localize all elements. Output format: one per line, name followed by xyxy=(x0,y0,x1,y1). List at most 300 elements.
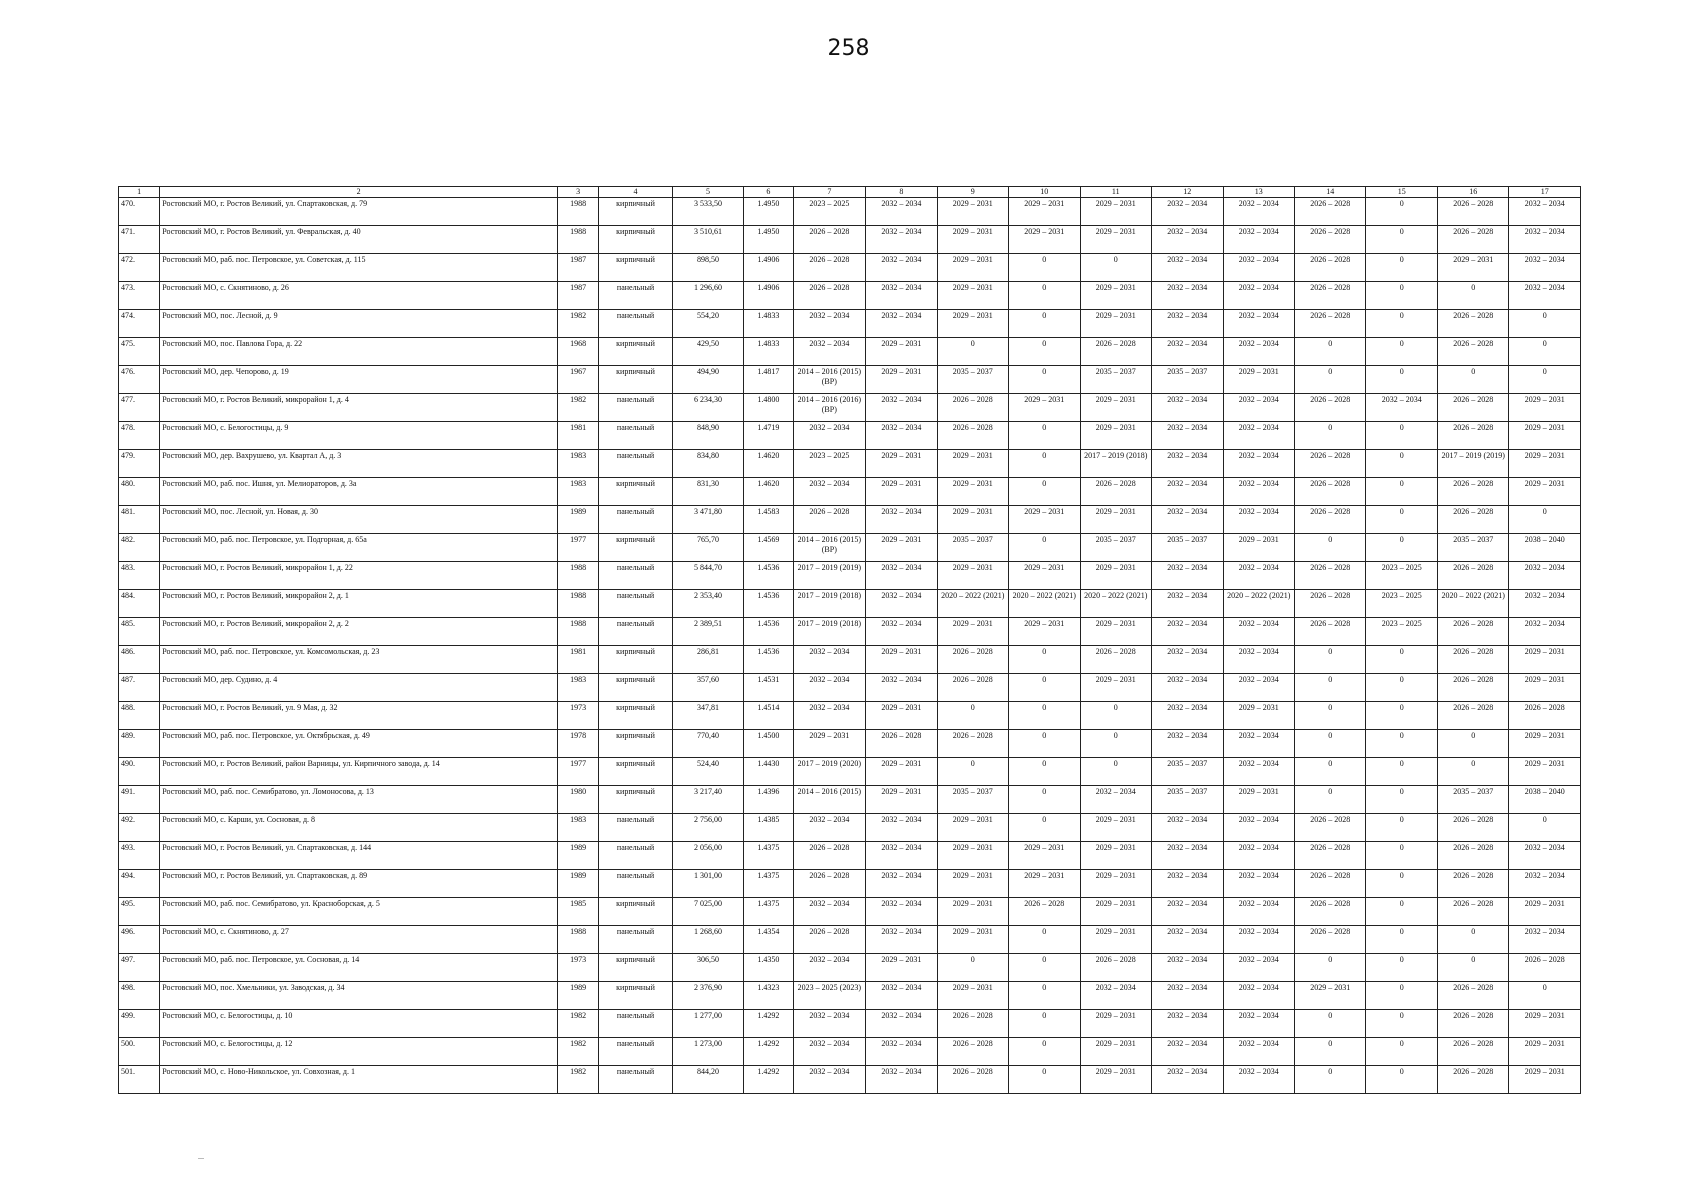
year-cell: 1988 xyxy=(558,618,599,646)
period-cell: 2029 – 2031 xyxy=(866,366,937,394)
year-cell: 1988 xyxy=(558,926,599,954)
period-cell: 2032 – 2034 xyxy=(1152,702,1223,730)
period-cell: 0 xyxy=(1366,1038,1437,1066)
area-cell: 7 025,00 xyxy=(672,898,743,926)
coefficient-cell: 1.4719 xyxy=(744,422,793,450)
period-cell: 2017 – 2019 (2018) xyxy=(1080,450,1151,478)
table-row xyxy=(119,870,1581,898)
coefficient-cell: 1.4950 xyxy=(744,226,793,254)
area-cell: 347,81 xyxy=(672,702,743,730)
period-cell: 0 xyxy=(1294,338,1365,366)
period-cell: 2026 – 2028 xyxy=(937,422,1008,450)
period-cell: 2032 – 2034 xyxy=(1509,870,1581,898)
period-cell: 2032 – 2034 xyxy=(866,870,937,898)
period-cell: 2038 – 2040 xyxy=(1509,534,1581,562)
period-cell: 2032 – 2034 xyxy=(866,842,937,870)
coefficient-cell: 1.4906 xyxy=(744,282,793,310)
period-cell: 0 xyxy=(1294,1038,1365,1066)
period-cell: 2026 – 2028 xyxy=(1437,1066,1508,1094)
period-cell: 2026 – 2028 xyxy=(1437,394,1508,422)
table-row xyxy=(119,954,1581,982)
address-cell: Ростовский МО, пос. Хмельники, ул. Заводская, д. 34 xyxy=(160,982,558,1010)
period-cell: 2026 – 2028 xyxy=(1437,814,1508,842)
wall-material-cell: панельный xyxy=(599,842,673,870)
period-cell: 2029 – 2031 xyxy=(1509,646,1581,674)
address-cell: Ростовский МО, пос. Лесной, д. 9 xyxy=(160,310,558,338)
period-cell: 2029 – 2031 xyxy=(937,618,1008,646)
period-cell: 0 xyxy=(1366,338,1437,366)
year-cell: 1985 xyxy=(558,898,599,926)
address-cell: Ростовский МО, раб. пос. Ишня, ул. Мелиораторов, д. 3а xyxy=(160,478,558,506)
period-cell: 2026 – 2028 xyxy=(1509,702,1581,730)
period-cell: 2032 – 2034 xyxy=(1152,254,1223,282)
wall-material-cell: кирпичный xyxy=(599,982,673,1010)
period-cell: 2032 – 2034 xyxy=(1152,926,1223,954)
period-cell: 2029 – 2031 xyxy=(1437,254,1508,282)
period-cell: 2029 – 2031 xyxy=(1009,506,1080,534)
period-cell: 2026 – 2028 xyxy=(1437,870,1508,898)
area-cell: 1 273,00 xyxy=(672,1038,743,1066)
period-cell: 2026 – 2028 xyxy=(1294,842,1365,870)
period-cell: 2029 – 2031 xyxy=(937,982,1008,1010)
period-cell: 0 xyxy=(1009,926,1080,954)
area-cell: 1 301,00 xyxy=(672,870,743,898)
period-cell: 2029 – 2031 xyxy=(1509,450,1581,478)
period-cell: 0 xyxy=(1509,982,1581,1010)
period-cell: 0 xyxy=(1366,1010,1437,1038)
period-cell: 2032 – 2034 xyxy=(793,646,865,674)
address-cell: Ростовский МО, г. Ростов Великий, микрорайон 1, д. 4 xyxy=(160,394,558,422)
period-cell: 2026 – 2028 xyxy=(793,254,865,282)
period-cell: 2032 – 2034 xyxy=(866,982,937,1010)
row-number-cell: 482. xyxy=(119,534,160,562)
table-row xyxy=(119,758,1581,786)
coefficient-cell: 1.4583 xyxy=(744,506,793,534)
year-cell: 1982 xyxy=(558,1038,599,1066)
year-cell: 1977 xyxy=(558,534,599,562)
coefficient-cell: 1.4569 xyxy=(744,534,793,562)
period-cell: 2014 – 2016 (2015) xyxy=(793,786,865,814)
period-cell: 2029 – 2031 xyxy=(1509,758,1581,786)
period-cell: 0 xyxy=(937,954,1008,982)
period-cell: 2032 – 2034 xyxy=(1152,338,1223,366)
table-row xyxy=(119,702,1581,730)
period-cell: 2032 – 2034 xyxy=(866,394,937,422)
period-cell: 2029 – 2031 xyxy=(1009,870,1080,898)
column-number-6: 6 xyxy=(744,187,793,198)
period-cell: 0 xyxy=(1009,310,1080,338)
period-cell: 2032 – 2034 xyxy=(1223,842,1294,870)
address-cell: Ростовский МО, г. Ростов Великий, ул. Февральская, д. 40 xyxy=(160,226,558,254)
period-cell: 2026 – 2028 xyxy=(1294,478,1365,506)
wall-material-cell: панельный xyxy=(599,562,673,590)
area-cell: 844,20 xyxy=(672,1066,743,1094)
period-cell: 2029 – 2031 xyxy=(937,842,1008,870)
period-cell: 2035 – 2037 xyxy=(937,366,1008,394)
period-cell: 2032 – 2034 xyxy=(793,814,865,842)
period-cell: 2026 – 2028 xyxy=(1294,282,1365,310)
address-cell: Ростовский МО, г. Ростов Великий, ул. Спартаковская, д. 79 xyxy=(160,198,558,226)
period-cell: 2026 – 2028 xyxy=(937,730,1008,758)
year-cell: 1982 xyxy=(558,1010,599,1038)
wall-material-cell: кирпичный xyxy=(599,338,673,366)
period-cell: 2029 – 2031 xyxy=(1080,562,1151,590)
row-number-cell: 494. xyxy=(119,870,160,898)
row-number-cell: 499. xyxy=(119,1010,160,1038)
period-cell: 2029 – 2031 xyxy=(1080,506,1151,534)
period-cell: 2029 – 2031 xyxy=(866,702,937,730)
coefficient-cell: 1.4620 xyxy=(744,450,793,478)
year-cell: 1981 xyxy=(558,646,599,674)
wall-material-cell: кирпичный xyxy=(599,730,673,758)
period-cell: 0 xyxy=(1366,534,1437,562)
period-cell: 2032 – 2034 xyxy=(1223,898,1294,926)
wall-material-cell: панельный xyxy=(599,870,673,898)
table-row xyxy=(119,226,1581,254)
period-cell: 2032 – 2034 xyxy=(1152,730,1223,758)
period-cell: 0 xyxy=(1294,758,1365,786)
period-cell: 2029 – 2031 xyxy=(1080,674,1151,702)
period-cell: 2032 – 2034 xyxy=(1152,506,1223,534)
period-cell: 2026 – 2028 xyxy=(1080,338,1151,366)
period-cell: 2032 – 2034 xyxy=(866,282,937,310)
address-cell: Ростовский МО, с. Ново-Никольское, ул. Совхозная, д. 1 xyxy=(160,1066,558,1094)
period-cell: 0 xyxy=(1366,870,1437,898)
area-cell: 554,20 xyxy=(672,310,743,338)
period-cell: 0 xyxy=(1080,758,1151,786)
period-cell: 2032 – 2034 xyxy=(866,1038,937,1066)
period-cell: 2032 – 2034 xyxy=(1152,1066,1223,1094)
coefficient-cell: 1.4292 xyxy=(744,1010,793,1038)
area-cell: 831,30 xyxy=(672,478,743,506)
period-cell: 2032 – 2034 xyxy=(1152,310,1223,338)
address-cell: Ростовский МО, с. Карши, ул. Сосновая, д. 8 xyxy=(160,814,558,842)
period-cell: 2032 – 2034 xyxy=(1152,282,1223,310)
area-cell: 3 533,50 xyxy=(672,198,743,226)
period-cell: 2032 – 2034 xyxy=(1509,618,1581,646)
period-cell: 2032 – 2034 xyxy=(1223,450,1294,478)
area-cell: 1 268,60 xyxy=(672,926,743,954)
header-row xyxy=(119,187,1581,198)
period-cell: 2029 – 2031 xyxy=(1509,730,1581,758)
table-row xyxy=(119,254,1581,282)
address-cell: Ростовский МО, пос. Павлова Гора, д. 22 xyxy=(160,338,558,366)
row-number-cell: 489. xyxy=(119,730,160,758)
period-cell: 2032 – 2034 xyxy=(793,1010,865,1038)
address-cell: Ростовский МО, с. Скнятиново, д. 27 xyxy=(160,926,558,954)
period-cell: 2026 – 2028 xyxy=(1294,562,1365,590)
period-cell: 0 xyxy=(1366,450,1437,478)
period-cell: 2029 – 2031 xyxy=(937,898,1008,926)
period-cell: 2032 – 2034 xyxy=(1223,730,1294,758)
table-row xyxy=(119,282,1581,310)
period-cell: 0 xyxy=(1366,646,1437,674)
period-cell: 2032 – 2034 xyxy=(1152,674,1223,702)
period-cell: 0 xyxy=(1294,954,1365,982)
period-cell: 2023 – 2025 xyxy=(1366,590,1437,618)
period-cell: 2035 – 2037 xyxy=(1437,786,1508,814)
period-cell: 0 xyxy=(1366,926,1437,954)
period-cell: 0 xyxy=(1294,730,1365,758)
period-cell: 2026 – 2028 xyxy=(793,870,865,898)
address-cell: Ростовский МО, г. Ростов Великий, ул. Спартаковская, д. 89 xyxy=(160,870,558,898)
period-cell: 2026 – 2028 xyxy=(1080,954,1151,982)
table-row xyxy=(119,366,1581,394)
period-cell: 2026 – 2028 xyxy=(1437,1038,1508,1066)
period-cell: 0 xyxy=(937,338,1008,366)
area-cell: 2 353,40 xyxy=(672,590,743,618)
row-number-cell: 497. xyxy=(119,954,160,982)
period-cell: 2029 – 2031 xyxy=(937,282,1008,310)
period-cell: 2026 – 2028 xyxy=(1437,226,1508,254)
period-cell: 0 xyxy=(1366,730,1437,758)
year-cell: 1983 xyxy=(558,814,599,842)
period-cell: 2029 – 2031 xyxy=(937,926,1008,954)
period-cell: 2026 – 2028 xyxy=(1009,898,1080,926)
period-cell: 2032 – 2034 xyxy=(1223,926,1294,954)
period-cell: 0 xyxy=(1366,282,1437,310)
table-row xyxy=(119,1066,1581,1094)
period-cell: 2029 – 2031 xyxy=(1080,422,1151,450)
period-cell: 0 xyxy=(1366,226,1437,254)
period-cell: 2035 – 2037 xyxy=(937,534,1008,562)
wall-material-cell: кирпичный xyxy=(599,226,673,254)
period-cell: 2032 – 2034 xyxy=(866,422,937,450)
period-cell: 2032 – 2034 xyxy=(1223,506,1294,534)
table-row xyxy=(119,394,1581,422)
area-cell: 5 844,70 xyxy=(672,562,743,590)
period-cell: 2032 – 2034 xyxy=(866,590,937,618)
area-cell: 286,81 xyxy=(672,646,743,674)
scan-mark xyxy=(198,1158,204,1159)
period-cell: 2026 – 2028 xyxy=(1509,954,1581,982)
row-number-cell: 480. xyxy=(119,478,160,506)
period-cell: 2029 – 2031 xyxy=(1009,618,1080,646)
coefficient-cell: 1.4375 xyxy=(744,898,793,926)
table-row xyxy=(119,422,1581,450)
period-cell: 2029 – 2031 xyxy=(1009,198,1080,226)
area-cell: 429,50 xyxy=(672,338,743,366)
period-cell: 2032 – 2034 xyxy=(1509,226,1581,254)
period-cell: 2029 – 2031 xyxy=(1080,1038,1151,1066)
coefficient-cell: 1.4536 xyxy=(744,590,793,618)
table-row xyxy=(119,842,1581,870)
area-cell: 2 056,00 xyxy=(672,842,743,870)
table-row xyxy=(119,338,1581,366)
period-cell: 2032 – 2034 xyxy=(1509,926,1581,954)
period-cell: 2032 – 2034 xyxy=(1223,1010,1294,1038)
year-cell: 1988 xyxy=(558,226,599,254)
period-cell: 2026 – 2028 xyxy=(1294,898,1365,926)
period-cell: 2032 – 2034 xyxy=(1366,394,1437,422)
period-cell: 2032 – 2034 xyxy=(1152,646,1223,674)
period-cell: 2032 – 2034 xyxy=(1223,422,1294,450)
address-cell: Ростовский МО, с. Белогостицы, д. 9 xyxy=(160,422,558,450)
row-number-cell: 470. xyxy=(119,198,160,226)
period-cell: 2032 – 2034 xyxy=(1223,478,1294,506)
period-cell: 2026 – 2028 xyxy=(793,926,865,954)
period-cell: 0 xyxy=(1009,1010,1080,1038)
period-cell: 2032 – 2034 xyxy=(1152,198,1223,226)
period-cell: 2032 – 2034 xyxy=(793,1066,865,1094)
row-number-cell: 477. xyxy=(119,394,160,422)
year-cell: 1988 xyxy=(558,562,599,590)
wall-material-cell: панельный xyxy=(599,814,673,842)
period-cell: 2026 – 2028 xyxy=(793,226,865,254)
period-cell: 2029 – 2031 xyxy=(1080,1010,1151,1038)
period-cell: 2032 – 2034 xyxy=(1152,982,1223,1010)
period-cell: 2026 – 2028 xyxy=(1294,310,1365,338)
period-cell: 0 xyxy=(1009,478,1080,506)
period-cell: 2023 – 2025 xyxy=(1366,618,1437,646)
period-cell: 2032 – 2034 xyxy=(1509,590,1581,618)
period-cell: 2038 – 2040 xyxy=(1509,786,1581,814)
period-cell: 2029 – 2031 xyxy=(1080,814,1151,842)
period-cell: 2029 – 2031 xyxy=(1009,842,1080,870)
period-cell: 2020 – 2022 (2021) xyxy=(1223,590,1294,618)
period-cell: 2014 – 2016 (2016) (ВР) xyxy=(793,394,865,422)
address-cell: Ростовский МО, раб. пос. Семибратово, ул. Красноборская, д. 5 xyxy=(160,898,558,926)
year-cell: 1981 xyxy=(558,422,599,450)
period-cell: 0 xyxy=(1009,422,1080,450)
year-cell: 1988 xyxy=(558,590,599,618)
year-cell: 1982 xyxy=(558,1066,599,1094)
period-cell: 2032 – 2034 xyxy=(1152,1038,1223,1066)
column-number-10: 10 xyxy=(1009,187,1080,198)
address-cell: Ростовский МО, г. Ростов Великий, микрорайон 2, д. 1 xyxy=(160,590,558,618)
period-cell: 2032 – 2034 xyxy=(866,562,937,590)
period-cell: 2032 – 2034 xyxy=(1223,982,1294,1010)
address-cell: Ростовский МО, г. Ростов Великий, ул. Спартаковская, д. 144 xyxy=(160,842,558,870)
address-cell: Ростовский МО, г. Ростов Великий, ул. 9 Мая, д. 32 xyxy=(160,702,558,730)
row-number-cell: 488. xyxy=(119,702,160,730)
period-cell: 2023 – 2025 xyxy=(793,198,865,226)
area-cell: 770,40 xyxy=(672,730,743,758)
year-cell: 1973 xyxy=(558,954,599,982)
period-cell: 0 xyxy=(1080,702,1151,730)
row-number-cell: 501. xyxy=(119,1066,160,1094)
period-cell: 0 xyxy=(1437,954,1508,982)
period-cell: 2029 – 2031 xyxy=(937,226,1008,254)
period-cell: 2032 – 2034 xyxy=(1223,870,1294,898)
period-cell: 0 xyxy=(1366,366,1437,394)
column-number-7: 7 xyxy=(793,187,865,198)
wall-material-cell: панельный xyxy=(599,1038,673,1066)
period-cell: 2029 – 2031 xyxy=(937,562,1008,590)
wall-material-cell: панельный xyxy=(599,422,673,450)
period-cell: 2032 – 2034 xyxy=(1223,198,1294,226)
year-cell: 1968 xyxy=(558,338,599,366)
period-cell: 2026 – 2028 xyxy=(937,674,1008,702)
year-cell: 1978 xyxy=(558,730,599,758)
period-cell: 2026 – 2028 xyxy=(937,646,1008,674)
address-cell: Ростовский МО, раб. пос. Петровское, ул. Советская, д. 115 xyxy=(160,254,558,282)
year-cell: 1973 xyxy=(558,702,599,730)
period-cell: 2035 – 2037 xyxy=(1080,366,1151,394)
address-cell: Ростовский МО, с. Скнятиново, д. 26 xyxy=(160,282,558,310)
period-cell: 2029 – 2031 xyxy=(1080,394,1151,422)
coefficient-cell: 1.4906 xyxy=(744,254,793,282)
period-cell: 2017 – 2019 (2018) xyxy=(793,590,865,618)
row-number-cell: 479. xyxy=(119,450,160,478)
period-cell: 2029 – 2031 xyxy=(937,870,1008,898)
period-cell: 2026 – 2028 xyxy=(1437,982,1508,1010)
coefficient-cell: 1.4536 xyxy=(744,646,793,674)
period-cell: 2032 – 2034 xyxy=(793,422,865,450)
period-cell: 0 xyxy=(1437,282,1508,310)
column-number-1: 1 xyxy=(119,187,160,198)
period-cell: 2032 – 2034 xyxy=(1223,282,1294,310)
period-cell: 2032 – 2034 xyxy=(1152,590,1223,618)
period-cell: 2026 – 2028 xyxy=(1294,254,1365,282)
period-cell: 2035 – 2037 xyxy=(1080,534,1151,562)
period-cell: 2032 – 2034 xyxy=(1223,674,1294,702)
coefficient-cell: 1.4817 xyxy=(744,366,793,394)
year-cell: 1977 xyxy=(558,758,599,786)
wall-material-cell: панельный xyxy=(599,394,673,422)
table-row xyxy=(119,618,1581,646)
period-cell: 2029 – 2031 xyxy=(937,450,1008,478)
table-row xyxy=(119,478,1581,506)
period-cell: 2020 – 2022 (2021) xyxy=(1437,590,1508,618)
wall-material-cell: кирпичный xyxy=(599,786,673,814)
period-cell: 2029 – 2031 xyxy=(866,534,937,562)
period-cell: 2029 – 2031 xyxy=(1509,422,1581,450)
column-number-5: 5 xyxy=(672,187,743,198)
period-cell: 0 xyxy=(1009,758,1080,786)
period-cell: 2032 – 2034 xyxy=(1152,450,1223,478)
year-cell: 1967 xyxy=(558,366,599,394)
year-cell: 1982 xyxy=(558,310,599,338)
period-cell: 0 xyxy=(1366,478,1437,506)
year-cell: 1982 xyxy=(558,394,599,422)
row-number-cell: 492. xyxy=(119,814,160,842)
address-cell: Ростовский МО, раб. пос. Петровское, ул. Подгорная, д. 65а xyxy=(160,534,558,562)
address-cell: Ростовский МО, дер. Чепорово, д. 19 xyxy=(160,366,558,394)
wall-material-cell: панельный xyxy=(599,282,673,310)
period-cell: 2026 – 2028 xyxy=(793,506,865,534)
period-cell: 0 xyxy=(1509,310,1581,338)
column-number-11: 11 xyxy=(1080,187,1151,198)
period-cell: 2029 – 2031 xyxy=(1009,562,1080,590)
row-number-cell: 500. xyxy=(119,1038,160,1066)
period-cell: 2026 – 2028 xyxy=(1294,226,1365,254)
period-cell: 2032 – 2034 xyxy=(866,898,937,926)
coefficient-cell: 1.4354 xyxy=(744,926,793,954)
period-cell: 0 xyxy=(1437,926,1508,954)
period-cell: 2026 – 2028 xyxy=(1437,1010,1508,1038)
period-cell: 2026 – 2028 xyxy=(793,842,865,870)
period-cell: 0 xyxy=(1009,982,1080,1010)
table-row xyxy=(119,450,1581,478)
area-cell: 524,40 xyxy=(672,758,743,786)
period-cell: 0 xyxy=(1009,1038,1080,1066)
area-cell: 848,90 xyxy=(672,422,743,450)
period-cell: 0 xyxy=(1366,506,1437,534)
table-row xyxy=(119,982,1581,1010)
period-cell: 2017 – 2019 (2019) xyxy=(793,562,865,590)
period-cell: 2029 – 2031 xyxy=(1294,982,1365,1010)
area-cell: 1 296,60 xyxy=(672,282,743,310)
period-cell: 2026 – 2028 xyxy=(1080,478,1151,506)
period-cell: 2035 – 2037 xyxy=(1152,534,1223,562)
period-cell: 2032 – 2034 xyxy=(866,618,937,646)
period-cell: 2032 – 2034 xyxy=(1509,842,1581,870)
schedule-table xyxy=(118,186,1581,1094)
row-number-cell: 498. xyxy=(119,982,160,1010)
period-cell: 0 xyxy=(1009,646,1080,674)
wall-material-cell: панельный xyxy=(599,506,673,534)
